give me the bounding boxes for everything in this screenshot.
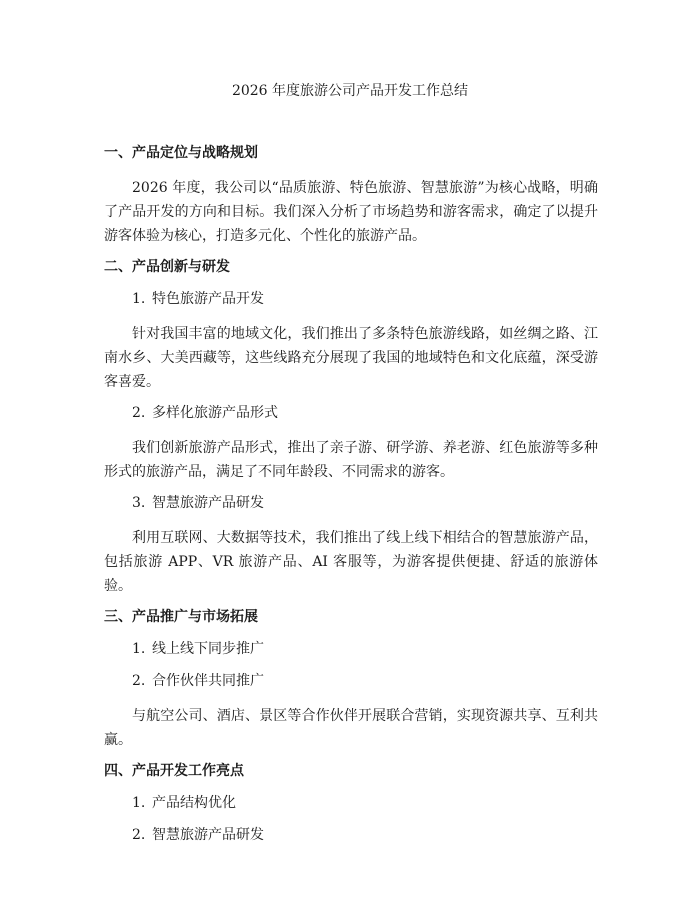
paragraph: 利用互联网、大数据等技术，我们推出了线上线下相结合的智慧旅游产品，包括旅游 APP、VR 旅游产品、AI 客服等，为游客提供便捷、舒适的旅游体验。 [104, 530, 598, 594]
list-item [104, 290, 598, 308]
list-item-text: 线上线下同步推广 [152, 641, 264, 657]
list-item [104, 494, 598, 512]
section-heading: 四、产品开发工作亮点 [104, 763, 244, 779]
list-item-text: 产品结构优化 [152, 795, 236, 811]
list-item [104, 794, 598, 812]
section-heading: 一、产品定位与战略规划 [104, 145, 258, 161]
list-number: 2. [132, 673, 146, 689]
list-item-text: 特色旅游产品开发 [152, 291, 264, 307]
list-item-text: 智慧旅游产品研发 [152, 827, 264, 843]
list-item-text: 智慧旅游产品研发 [152, 495, 264, 511]
list-item [104, 672, 598, 690]
paragraph: 2026 年度，我公司以“品质旅游、特色旅游、智慧旅游”为核心战略，明确了产品开发的方向和目标。我们深入分析了市场趋势和游客需求，确定了以提升游客体验为核心，打造多元化、个性化的旅游产品。 [104, 180, 598, 244]
list-item [104, 404, 598, 422]
list-item-text: 多样化旅游产品形式 [152, 405, 278, 421]
list-number: 1. [132, 795, 146, 811]
list-number: 1. [132, 641, 146, 657]
list-number: 2. [132, 827, 146, 843]
list-item-text: 合作伙伴共同推广 [152, 673, 264, 689]
section-heading: 二、产品创新与研发 [104, 259, 230, 275]
paragraph: 我们创新旅游产品形式，推出了亲子游、研学游、养老游、红色旅游等多种形式的旅游产品，满足了不同年龄段、不同需求的游客。 [104, 440, 598, 480]
list-number: 3. [132, 495, 146, 511]
section-heading: 三、产品推广与市场拓展 [104, 609, 258, 625]
paragraph: 针对我国丰富的地域文化，我们推出了多条特色旅游线路，如丝绸之路、江南水乡、大美西藏等，这些线路充分展现了我国的地域特色和文化底蕴，深受游客喜爱。 [104, 326, 598, 390]
document-body [104, 144, 598, 858]
paragraph: 与航空公司、酒店、景区等合作伙伴开展联合营销，实现资源共享、互利共赢。 [104, 708, 598, 748]
list-number: 1. [132, 291, 146, 307]
list-item [104, 640, 598, 658]
document-title: 2026 年度旅游公司产品开发工作总结 [231, 83, 469, 99]
list-number: 2. [132, 405, 146, 421]
list-item [104, 826, 598, 844]
